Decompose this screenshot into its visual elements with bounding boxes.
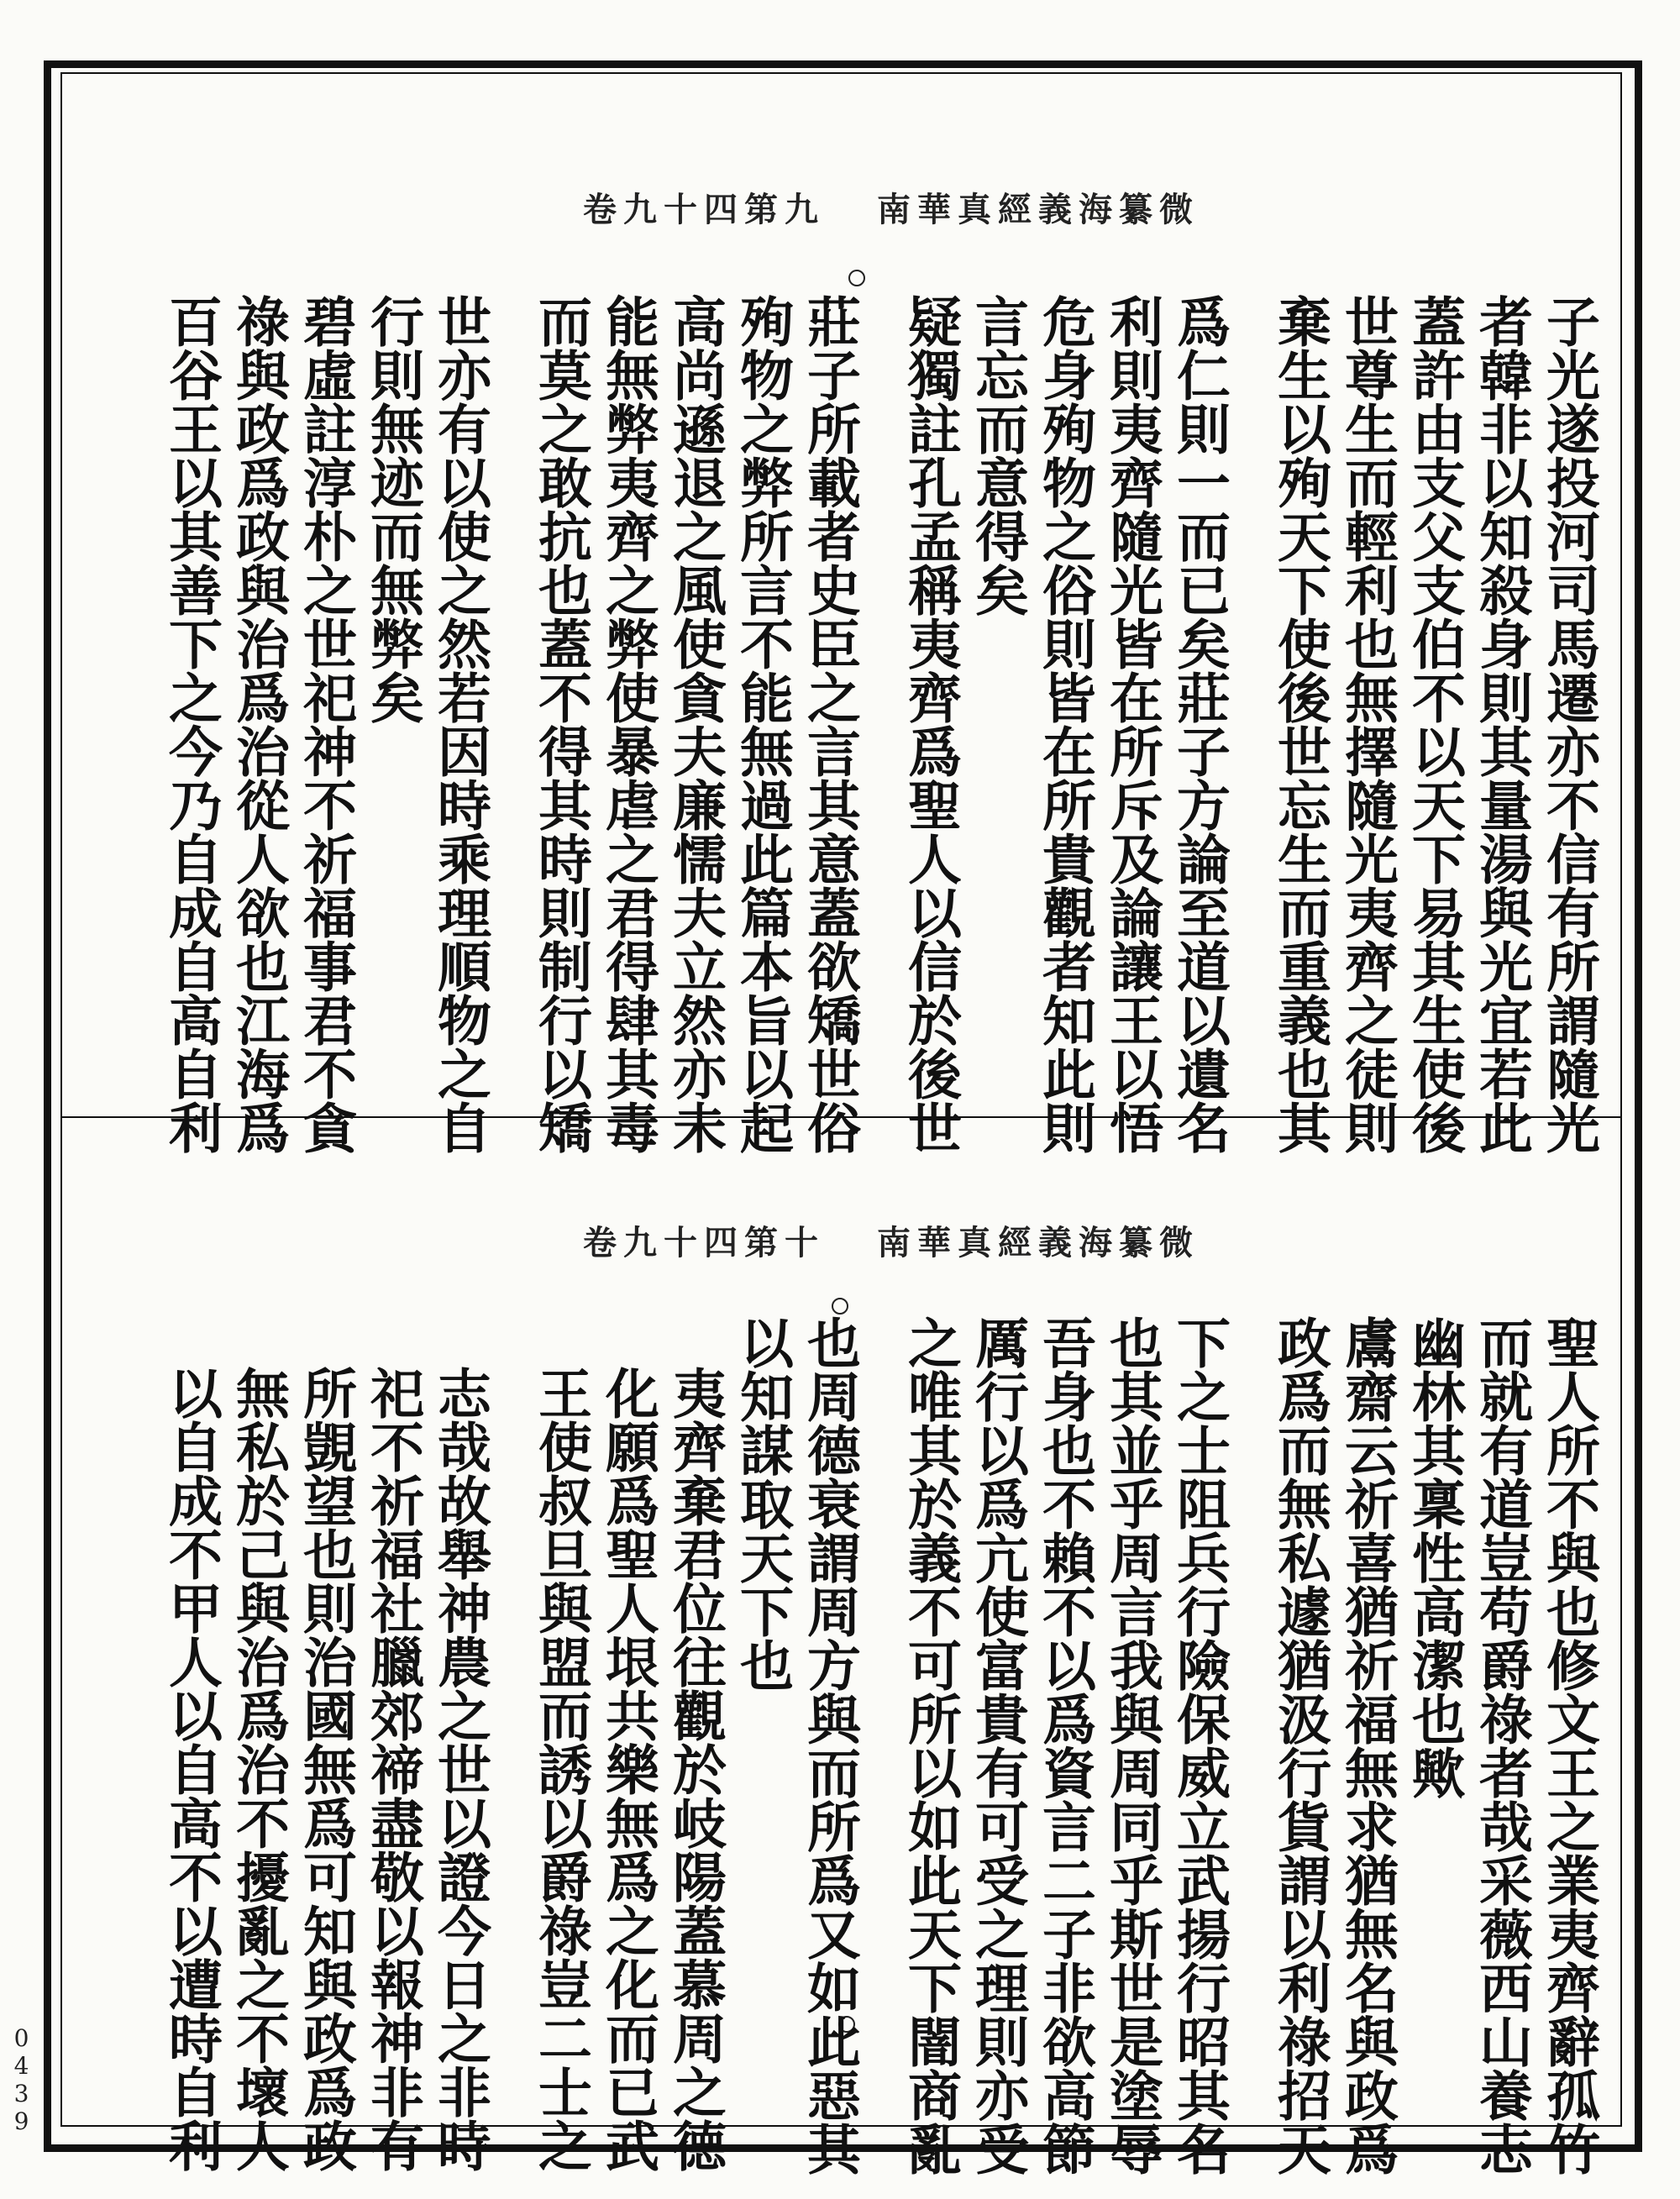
- text-column: 百谷王以其善下之今乃自成自高自利: [160, 294, 223, 1154]
- circle-mark: [848, 270, 865, 286]
- text-column: 祿與政爲政與治爲治從人欲也江海爲: [227, 294, 290, 1154]
- text-column: 厲行以爲亢使富貴有可受之理則亦受: [966, 1315, 1029, 2175]
- text-column: 下之士阻兵行險保威立武揚行昭其名: [1168, 1315, 1231, 2175]
- text-column: 世亦有以使之然若因時乘理順物之自: [428, 294, 491, 1154]
- top-page-header: [62, 183, 1620, 229]
- page-number: 0439: [8, 2024, 35, 2135]
- top-page: [62, 74, 1620, 1154]
- text-column: 者韓非以知殺身則其量湯與光宜若此: [1470, 294, 1533, 1154]
- text-column: 蓋許由支父支伯不以天下易其生使後: [1403, 294, 1466, 1154]
- bottom-header-title: 南華真經義海纂微: [877, 1223, 1200, 1262]
- text-column: 世尊生而輕利也無擇隨光夷齊之徒則: [1336, 294, 1399, 1154]
- bottom-header-volume: 卷九十四第十: [583, 1223, 825, 1262]
- text-column: 志哉故舉神農之世以證今日之非時: [428, 1366, 491, 2172]
- text-column: 爲仁則一而已矣莊子方論至道以遺名: [1168, 294, 1231, 1154]
- text-column: 聖人所不與也修文王之業夷齊辭孤竹: [1537, 1315, 1600, 2175]
- text-column: 行則無迹而無弊矣: [361, 294, 424, 724]
- text-column: 夷齊棄君位往觀於岐陽蓋慕周之德: [664, 1366, 727, 2172]
- text-column: 疑獨註孔孟稱夷齊爲聖人以信於後世: [899, 294, 962, 1154]
- text-column: 無私於己與治爲治不擾亂之不壞人: [227, 1366, 290, 2172]
- text-column: 莊子所載者史臣之言其意蓋欲矯世俗: [798, 294, 861, 1154]
- text-column: 以知謀取天下也: [731, 1315, 794, 1692]
- text-column: 政爲而無私遽猶汲行貨謂以利祿招天: [1268, 1315, 1331, 2175]
- text-column: 言忘而意得矣: [966, 294, 1029, 617]
- text-column: 高尚遜退之風使貪夫廉懦夫立然亦未: [664, 294, 727, 1154]
- text-column: 能無弊夷齊之弊使暴虐之君得肆其毒: [596, 294, 659, 1154]
- text-column: 化願爲聖人垠共樂無爲之化而已武: [596, 1366, 659, 2172]
- text-column: 所覬望也則治國無爲可知與政爲政: [294, 1366, 357, 2172]
- text-column: 碧虛註淳朴之世祀神不祈福事君不貪: [294, 294, 357, 1154]
- text-column: 利則夷齊隨光皆在所斥及論讓王以悟: [1100, 294, 1163, 1154]
- bottom-page: [62, 1118, 1620, 2175]
- text-column: 而莫之敢抗也蓋不得其時則制行以矯: [529, 294, 592, 1154]
- text-column: 也其並乎周言我與周同乎斯世是塗辱: [1100, 1315, 1163, 2175]
- text-column: 幽林其稟性高潔也歟: [1403, 1315, 1466, 1799]
- text-column: 祀不祈福社臘郊禘盡敬以報神非有: [361, 1366, 424, 2172]
- text-column: 也周德衰謂周方與而所爲又如此惡其: [798, 1315, 861, 2175]
- text-column: 子光遂投河司馬遷亦不信有所謂隨光: [1537, 294, 1600, 1154]
- top-header-title: 南華真經義海纂微: [877, 190, 1200, 229]
- text-column: 王使叔旦與盟而誘以爵祿豈二士之: [529, 1366, 592, 2172]
- text-column: 棄生以殉天下使後世忘生而重義也其: [1268, 294, 1331, 1154]
- text-column: 以自成不甲人以自高不以遭時自利: [160, 1366, 223, 2172]
- text-column: 危身殉物之俗則皆在所貴觀者知此則: [1033, 294, 1096, 1154]
- circle-mark: [832, 1298, 848, 1315]
- text-column: 而就有道豈苟爵祿者哉采薇西山養志: [1470, 1315, 1533, 2175]
- top-header-volume: 卷九十四第九: [583, 190, 825, 229]
- text-column: 鬳齋云祈喜猶祈福無求猶無名與政爲: [1336, 1315, 1399, 2175]
- bottom-page-header: [62, 1216, 1620, 1262]
- text-column: 吾身也不賴不以爲資言二子非欲高節: [1033, 1315, 1096, 2175]
- text-column: 殉物之弊所言不能無過此篇本旨以起: [731, 294, 794, 1154]
- text-column: 之唯其於義不可所以如此天下闇商亂: [899, 1315, 962, 2175]
